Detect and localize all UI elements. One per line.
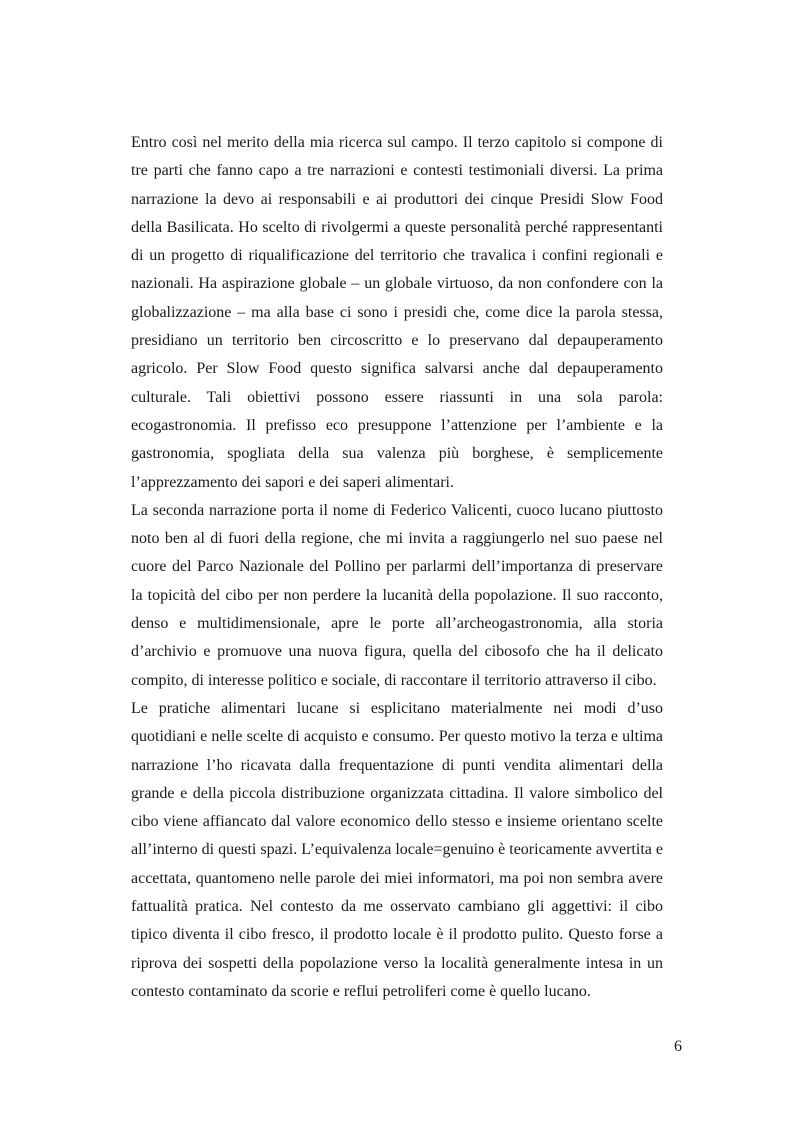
paragraph-federico-valicenti: La seconda narrazione porta il nome di Federico Valicenti, cuoco lucano piuttosto noto ben al di fuori della regione, che mi invita a raggiungerlo nel suo paese nel cuore del Parco Nazionale del Pollino per parlarmi dell’importanza di preservare la topicità del cibo per non perdere la lucanità della popolazione. Il suo racconto, denso e multidimensionale, apre le porte all’archeogastronomia, alla storia d’archivio e promuove una nuova figura, quella del cibosofo che ha il delicato compito, di interesse politico e sociale, di raccontare il territorio attraverso il cibo. [131,501,663,689]
page-number: 6 [674,1038,682,1055]
paragraph-presidi-slow-food: Entro così nel merito della mia ricerca sul campo. Il terzo capitolo si compone di tre parti che fanno capo a tre narrazioni e contesti testimoniali diversi. La prima narrazione la devo ai responsabili e ai produttori dei cinque Presidi Slow Food della Basilicata. Ho scelto di rivolgermi a queste personalità perché rappresentanti di un progetto di riqualificazione del territorio che travalica i confini regionali e nazionali. Ha aspirazione globale – un globale virtuoso, da non confondere con la globalizzazione – ma alla base ci sono i presidi che, come dice la parola stessa, presidiano un territorio ben circoscritto e lo preservano dal depauperamento agricolo. Per Slow Food questo significa salvarsi anche dal depauperamento culturale. Tali obiettivi possono essere riassunti in una sola parola: ecogastronomia. Il prefisso eco presuppone l’attenzione per l’ambiente e la gastronomia, spogliata della sua valenza più borghese, è semplicemente l’apprezzamento dei sapori e dei saperi alimentari. [131,134,663,491]
paragraph-pratiche-alimentari: Le pratiche alimentari lucane si esplicitano materialmente nei modi d’uso quotidiani e nelle scelte di acquisto e consumo. Per questo motivo la terza e ultima narrazione l’ho ricavata dalla frequentazione di punti vendita alimentari della grande e della piccola distribuzione organizzata cittadina. Il valore simbolico del cibo viene affiancato dal valore economico dello stesso e insieme orientano scelte all’interno di questi spazi. L’equivalenza locale=genuino è teoricamente avvertita e accettata, quantomeno nelle parole dei miei informatori, ma poi non sembra avere fattualità pratica. Nel contesto da me osservato cambiano gli aggettivi: il cibo tipico diventa il cibo fresco, il prodotto locale è il prodotto pulito. Questo forse a riprova dei sospetti della popolazione verso la località generalmente intesa in un contesto contaminato da scorie e reflui petroliferi come è quello lucano. [131,699,663,1000]
body-text [131,129,663,1006]
